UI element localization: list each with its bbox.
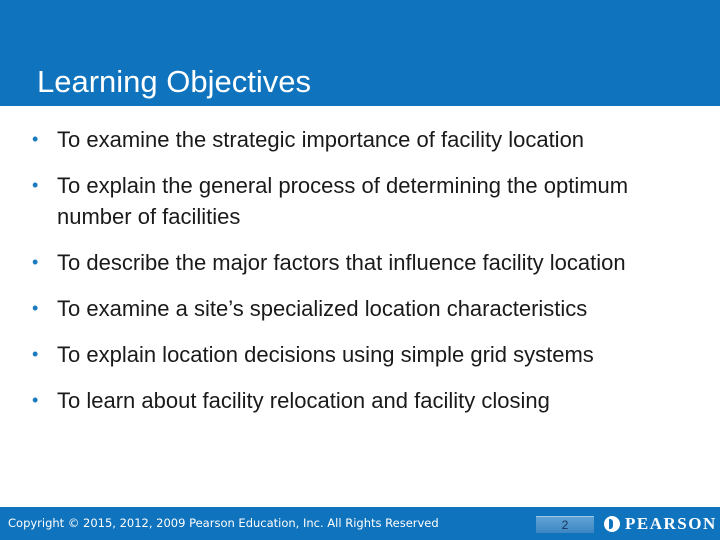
- list-item: [30, 170, 700, 232]
- list-item: [30, 247, 700, 278]
- bullet-icon: •: [32, 390, 39, 410]
- list-item: [30, 293, 700, 324]
- footer-bar: [0, 507, 720, 540]
- bullet-text: To learn about facility relocation and facility closing: [57, 388, 550, 413]
- slide-title: Learning Objectives: [37, 64, 311, 99]
- objectives-list: [30, 124, 700, 431]
- bullet-icon: •: [32, 129, 39, 149]
- bullet-icon: •: [32, 175, 39, 195]
- bullet-text: To examine a site’s specialized location characteristics: [57, 296, 588, 321]
- pearson-logo: [604, 514, 717, 534]
- bullet-text: To describe the major factors that influence facility location: [57, 250, 626, 275]
- bullet-text: To explain the general process of determining the optimum number of facilities: [57, 173, 629, 229]
- logo-text: PEARSON: [625, 514, 717, 533]
- bullet-text: To explain location decisions using simple grid systems: [57, 342, 594, 367]
- bullet-icon: •: [32, 344, 39, 364]
- list-item: [30, 339, 700, 370]
- pearson-logo-icon: [604, 516, 620, 532]
- bullet-icon: •: [32, 298, 39, 318]
- copyright-text: Copyright © 2015, 2012, 2009 Pearson Education, Inc. All Rights Reserved: [8, 516, 439, 530]
- title-bar: [0, 0, 720, 108]
- page-number: 2: [536, 516, 594, 533]
- title-divider: [0, 106, 720, 110]
- bullet-icon: •: [32, 252, 39, 272]
- list-item: [30, 124, 700, 155]
- list-item: [30, 385, 700, 416]
- bullet-text: To examine the strategic importance of facility location: [57, 127, 585, 152]
